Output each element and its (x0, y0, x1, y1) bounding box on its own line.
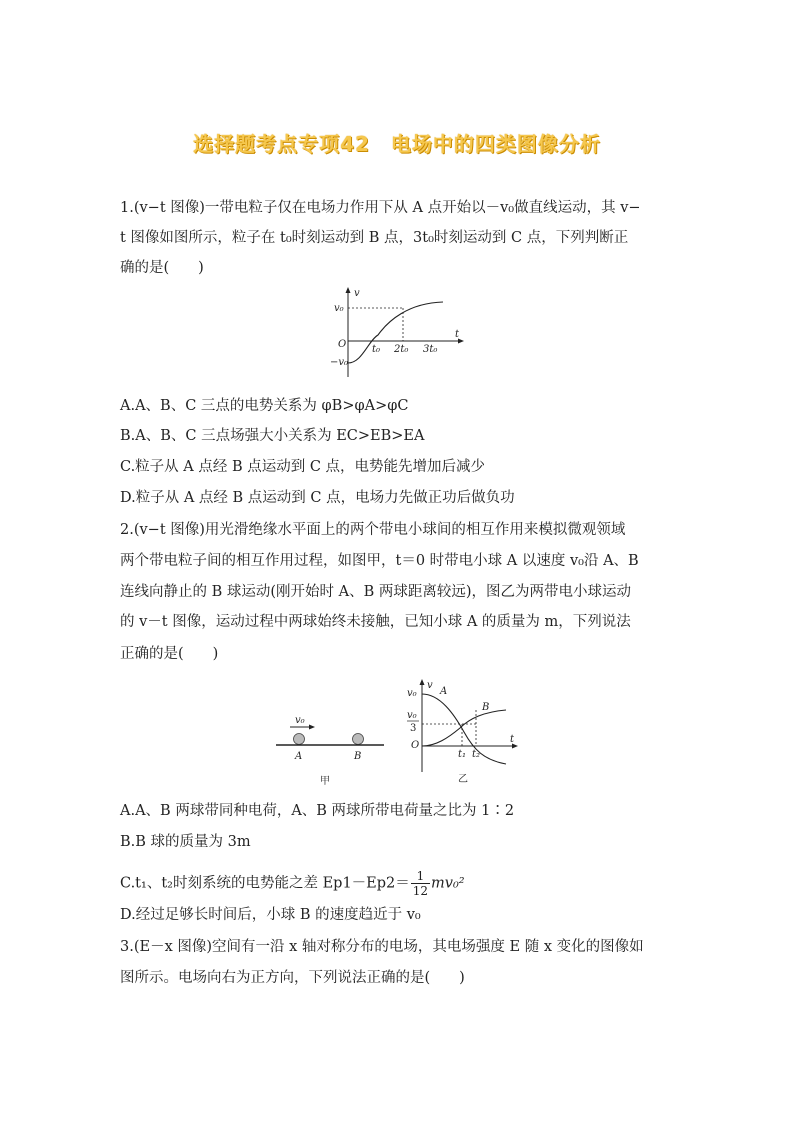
yi-caption: 乙 (458, 774, 468, 785)
q1-v0-label: v₀ (334, 303, 344, 314)
yi-xlabel: t (510, 734, 515, 745)
q1-line-1: 1.(v−t 图像)一带电粒子仅在电场力作用下从 A 点开始以－v₀做直线运动，其 v− (120, 200, 641, 216)
jia-ball-a (294, 734, 305, 745)
q2-line-1: 2.(v−t 图像)用光滑绝缘水平面上的两个带电小球间的相互作用来模拟微观领域 (120, 522, 626, 538)
q2-line-2: 两个带电粒子间的相互作用过程，如图甲，t＝0 时带电小球 A 以速度 v₀沿 A、B (120, 553, 639, 569)
q1-option-a: A.A、B、C 三点的电势关系为 φB>φA>φC (120, 398, 409, 414)
q2-option-d: D.经过足够长时间后，小球 B 的速度趋近于 v₀ (120, 907, 421, 923)
q1-t0-label: t₀ (372, 344, 381, 355)
q1-line-3: 确的是( ) (120, 260, 204, 276)
q2-figure-jia (272, 712, 392, 788)
jia-v0-label: v₀ (295, 715, 305, 726)
q1-option-d: D.粒子从 A 点经 B 点运动到 C 点，电场力先做正功后做负功 (120, 490, 515, 506)
q1-option-c: C.粒子从 A 点经 B 点运动到 C 点，电势能先增加后减少 (120, 459, 486, 475)
yi-b-label: B (482, 702, 490, 713)
q2-option-c (120, 869, 465, 898)
yi-origin: O (411, 740, 420, 751)
q1-line-2: t 图像如图所示，粒子在 t₀时刻运动到 B 点，3t₀时刻运动到 C 点，下列判断正 (120, 230, 629, 246)
jia-b-label: B (354, 751, 362, 762)
jia-ball-b (353, 734, 364, 745)
q2-option-b: B.B 球的质量为 3m (120, 834, 251, 850)
q1-negv0-label: −v₀ (330, 357, 349, 368)
q2-line-3: 连线向静止的 B 球运动(刚开始时 A、B 两球距离较远)，图乙为两带电小球运动 (120, 584, 632, 600)
q2-line-5: 正确的是( ) (120, 646, 219, 662)
q3-line-2: 图所示。电场向右为正方向，下列说法正确的是( ) (120, 970, 465, 986)
yi-ylabel: v (427, 680, 433, 691)
page-title: 选择题考点专项42 电场中的四类图像分析 (193, 132, 601, 156)
q2-option-c-frac-den: 12 (412, 884, 429, 898)
yi-t1-label: t₁ (458, 749, 467, 760)
q2-option-a: A.A、B 两球带同种电荷，A、B 两球所带电荷量之比为 1∶2 (120, 803, 515, 819)
q2-option-c-text: C.t₁、t₂时刻系统的电势能之差 Ep1－Ep2＝ (120, 875, 410, 892)
yi-frac-num: v₀ (407, 710, 417, 721)
q1-option-b: B.A、B、C 三点场强大小关系为 EC>EB>EA (120, 428, 425, 444)
yi-curve-b (422, 710, 506, 746)
q3-line-1: 3.(E－x 图像)空间有一沿 x 轴对称分布的电场，其电场强度 E 随 x 变化的图像如 (120, 939, 644, 955)
q1-xlabel: t (455, 329, 460, 340)
yi-v0-label: v₀ (407, 688, 417, 699)
yi-a-label: A (440, 686, 448, 697)
q1-y-arrow (346, 287, 351, 293)
q2-option-c-tail: mv₀² (431, 875, 465, 892)
jia-caption: 甲 (320, 776, 330, 787)
q1-2t0-label: 2t₀ (394, 344, 409, 355)
q1-3t0-label: 3t₀ (423, 344, 438, 355)
q2-option-c-frac-num: 1 (411, 869, 430, 884)
q1-vt-graph (328, 285, 468, 380)
jia-a-label: A (295, 751, 303, 762)
q2-line-4: 的 v－t 图像，运动过程中两球始终未接触，已知小球 A 的质量为 m，下列说法 (120, 614, 631, 630)
q2-figure-yi (402, 676, 522, 788)
q1-ylabel: v (354, 288, 360, 299)
yi-frac-den: 3 (410, 723, 417, 734)
yi-t2-label: t₂ (472, 749, 481, 760)
q1-origin: O (338, 339, 347, 350)
